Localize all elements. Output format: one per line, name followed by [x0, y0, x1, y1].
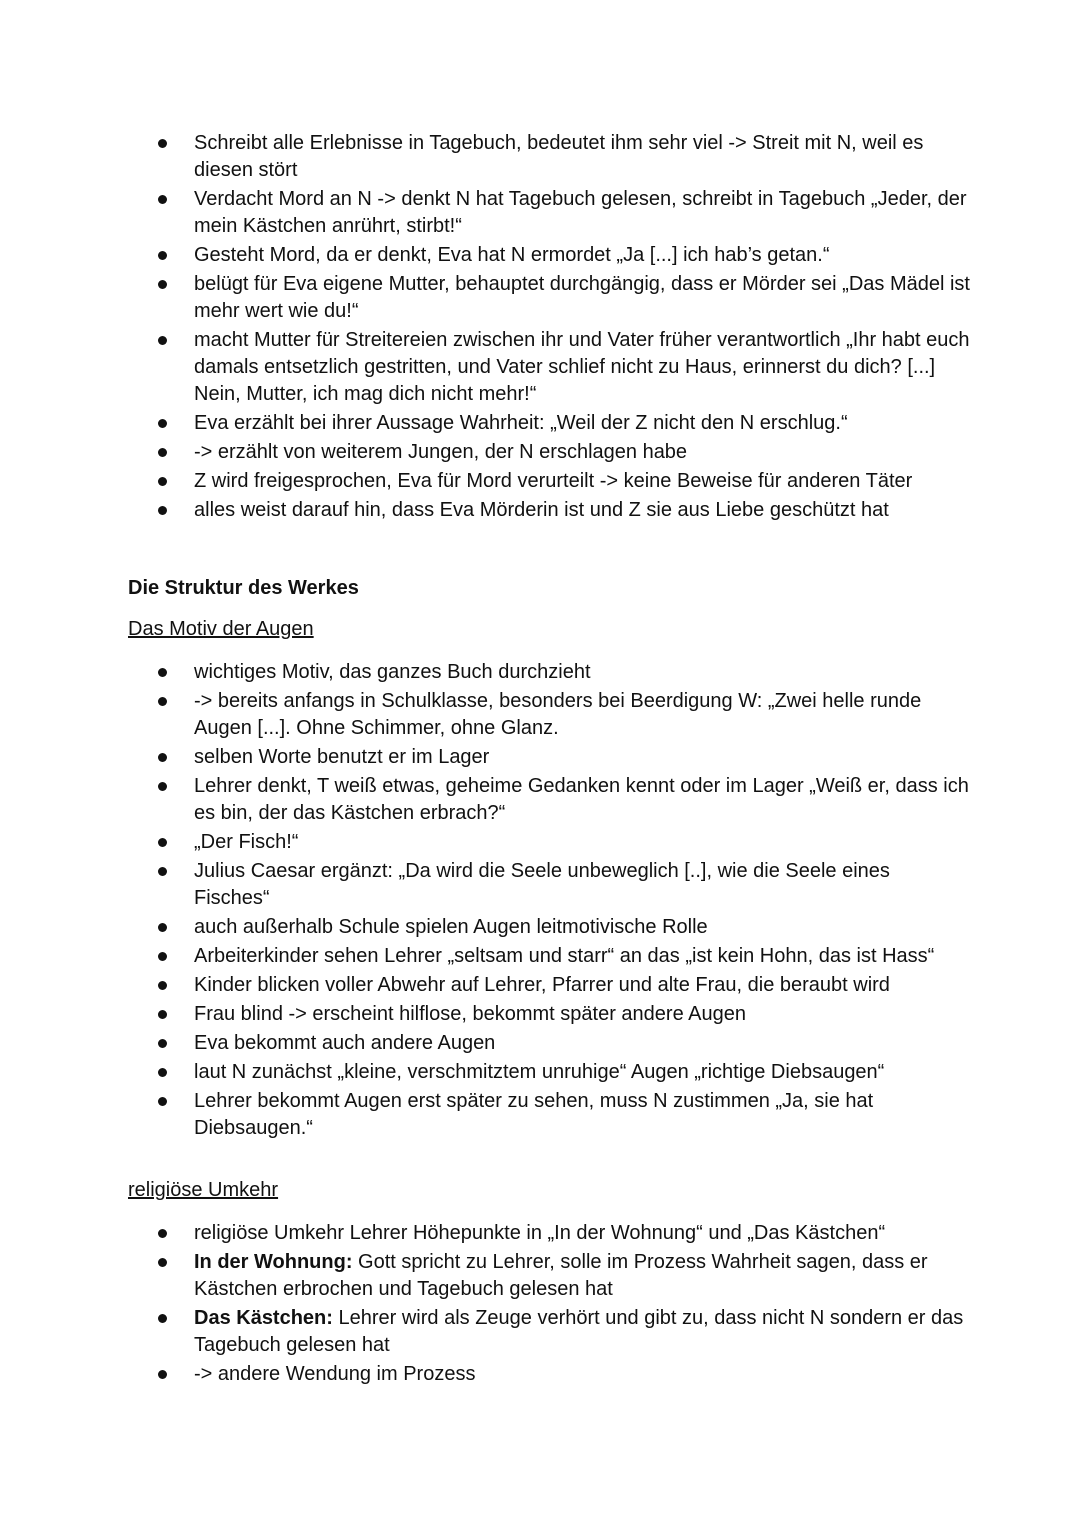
- list-item-lead: Das Kästchen:: [194, 1307, 333, 1329]
- list-item-text: alles weist darauf hin, dass Eva Mörderin ist und Z sie aus Liebe geschützt hat: [194, 499, 889, 521]
- bullet-icon: [158, 477, 167, 486]
- list-item-text: Eva bekommt auch andere Augen: [194, 1032, 496, 1054]
- bullet-icon: [158, 1010, 167, 1019]
- bullet-icon: [158, 139, 167, 148]
- list-item: [0, 1088, 1080, 1142]
- bullet-icon: [158, 981, 167, 990]
- list-item-text: Gesteht Mord, da er denkt, Eva hat N ermordet „Ja [...] ich hab’s getan.“: [194, 244, 830, 266]
- subsection-heading-eyes: Das Motiv der Augen: [128, 618, 314, 640]
- section-heading: Die Struktur des Werkes: [128, 577, 359, 599]
- list-item: [0, 327, 1080, 408]
- list-item: [0, 914, 1080, 941]
- list-item: [0, 1305, 1080, 1359]
- list-item-text: belügt für Eva eigene Mutter, behauptet durchgängig, dass er Mörder sei „Das Mädel ist mehr wert wie du!“: [194, 273, 970, 322]
- bullet-icon: [158, 782, 167, 791]
- bullet-icon: [158, 506, 167, 515]
- list-item: [0, 1001, 1080, 1028]
- list-item: [0, 972, 1080, 999]
- bullet-icon: [158, 668, 167, 677]
- bullet-icon: [158, 753, 167, 762]
- bullet-icon: [158, 1370, 167, 1379]
- list-item: [0, 497, 1080, 524]
- list-item-text: Lehrer wird als Zeuge verhört und gibt zu, dass nicht N sondern er das Tagebuch gelesen hat: [194, 1307, 964, 1356]
- bullet-icon: [158, 195, 167, 204]
- list-item-text: -> bereits anfangs in Schulklasse, besonders bei Beerdigung W: „Zwei helle runde Augen [...]. Ohne Schimmer, ohne Glanz.: [194, 690, 922, 739]
- list-item: [0, 858, 1080, 912]
- bullet-icon: [158, 419, 167, 428]
- list-item: [0, 439, 1080, 466]
- bullet-icon: [158, 867, 167, 876]
- plot-bullet-list: [0, 130, 1080, 526]
- list-item-text: Lehrer bekommt Augen erst später zu sehen, muss N zustimmen „Ja, sie hat Diebsaugen.“: [194, 1090, 874, 1139]
- list-item: [0, 271, 1080, 325]
- bullet-icon: [158, 697, 167, 706]
- list-item-text: Lehrer denkt, T weiß etwas, geheime Gedanken kennt oder im Lager „Weiß er, dass ich es bin, der das Kästchen erbrach?“: [194, 775, 969, 824]
- list-item-text: Julius Caesar ergänzt: „Da wird die Seele unbeweglich [..], wie die Seele eines Fisches“: [194, 860, 890, 909]
- list-item-text: wichtiges Motiv, das ganzes Buch durchzieht: [194, 661, 591, 683]
- bullet-icon: [158, 251, 167, 260]
- list-item: [0, 773, 1080, 827]
- list-item: [0, 688, 1080, 742]
- list-item-text: -> andere Wendung im Prozess: [194, 1363, 476, 1385]
- list-item-text: -> erzählt von weiterem Jungen, der N erschlagen habe: [194, 441, 688, 463]
- list-item-text: Gott spricht zu Lehrer, solle im Prozess Wahrheit sagen, dass er Kästchen erbrochen und Tagebuch gelesen hat: [194, 1251, 928, 1300]
- list-item: [0, 829, 1080, 856]
- list-item: [0, 943, 1080, 970]
- list-item-text: Kinder blicken voller Abwehr auf Lehrer, Pfarrer und alte Frau, die beraubt wird: [194, 974, 890, 996]
- list-item-text: macht Mutter für Streitereien zwischen ihr und Vater früher verantwortlich „Ihr habt euch damals entsetzlich gestritten, und Vater schlief nicht zu Haus, erinnerst du dich? [...] Nein, Mutter, ich mag dich nicht mehr!“: [194, 329, 970, 405]
- bullet-icon: [158, 1068, 167, 1077]
- bullet-icon: [158, 448, 167, 457]
- list-item: [0, 1059, 1080, 1086]
- list-item-text: religiöse Umkehr Lehrer Höhepunkte in „In der Wohnung“ und „Das Kästchen“: [194, 1222, 886, 1244]
- list-item: [0, 1220, 1080, 1247]
- list-item: [0, 1030, 1080, 1057]
- list-item-text: Frau blind -> erscheint hilflose, bekommt später andere Augen: [194, 1003, 746, 1025]
- list-item-lead: In der Wohnung:: [194, 1251, 353, 1273]
- bullet-icon: [158, 1258, 167, 1267]
- list-item: [0, 130, 1080, 184]
- bullet-icon: [158, 1314, 167, 1323]
- list-item: [0, 1361, 1080, 1388]
- list-item-text: laut N zunächst „kleine, verschmitztem unruhige“ Augen „richtige Diebsaugen“: [194, 1061, 885, 1083]
- list-item-text: Verdacht Mord an N -> denkt N hat Tagebuch gelesen, schreibt in Tagebuch „Jeder, der mein Kästchen anrührt, stirbt!“: [194, 188, 967, 237]
- list-item-text: Z wird freigesprochen, Eva für Mord verurteilt -> keine Beweise für anderen Täter: [194, 470, 913, 492]
- subsection-heading-religion: religiöse Umkehr: [128, 1179, 279, 1201]
- bullet-icon: [158, 1097, 167, 1106]
- eyes-bullet-list: [0, 659, 1080, 1144]
- bullet-icon: [158, 952, 167, 961]
- bullet-icon: [158, 336, 167, 345]
- list-item: [0, 1249, 1080, 1303]
- bullet-icon: [158, 1229, 167, 1238]
- list-item: [0, 186, 1080, 240]
- list-item-text: selben Worte benutzt er im Lager: [194, 746, 490, 768]
- list-item-text: auch außerhalb Schule spielen Augen leitmotivische Rolle: [194, 916, 708, 938]
- list-item-text: Arbeiterkinder sehen Lehrer „seltsam und starr“ an das „ist kein Hohn, das ist Hass“: [194, 945, 935, 967]
- bullet-icon: [158, 280, 167, 289]
- list-item: [0, 242, 1080, 269]
- list-item: [0, 468, 1080, 495]
- list-item: [0, 744, 1080, 771]
- list-item: [0, 410, 1080, 437]
- list-item: [0, 659, 1080, 686]
- bullet-icon: [158, 838, 167, 847]
- list-item-text: „Der Fisch!“: [194, 831, 299, 853]
- bullet-icon: [158, 1039, 167, 1048]
- bullet-icon: [158, 923, 167, 932]
- list-item-text: Eva erzählt bei ihrer Aussage Wahrheit: „Weil der Z nicht den N erschlug.“: [194, 412, 848, 434]
- religion-bullet-list: [0, 1220, 1080, 1390]
- list-item-text: Schreibt alle Erlebnisse in Tagebuch, bedeutet ihm sehr viel -> Streit mit N, weil es diesen stört: [194, 132, 924, 181]
